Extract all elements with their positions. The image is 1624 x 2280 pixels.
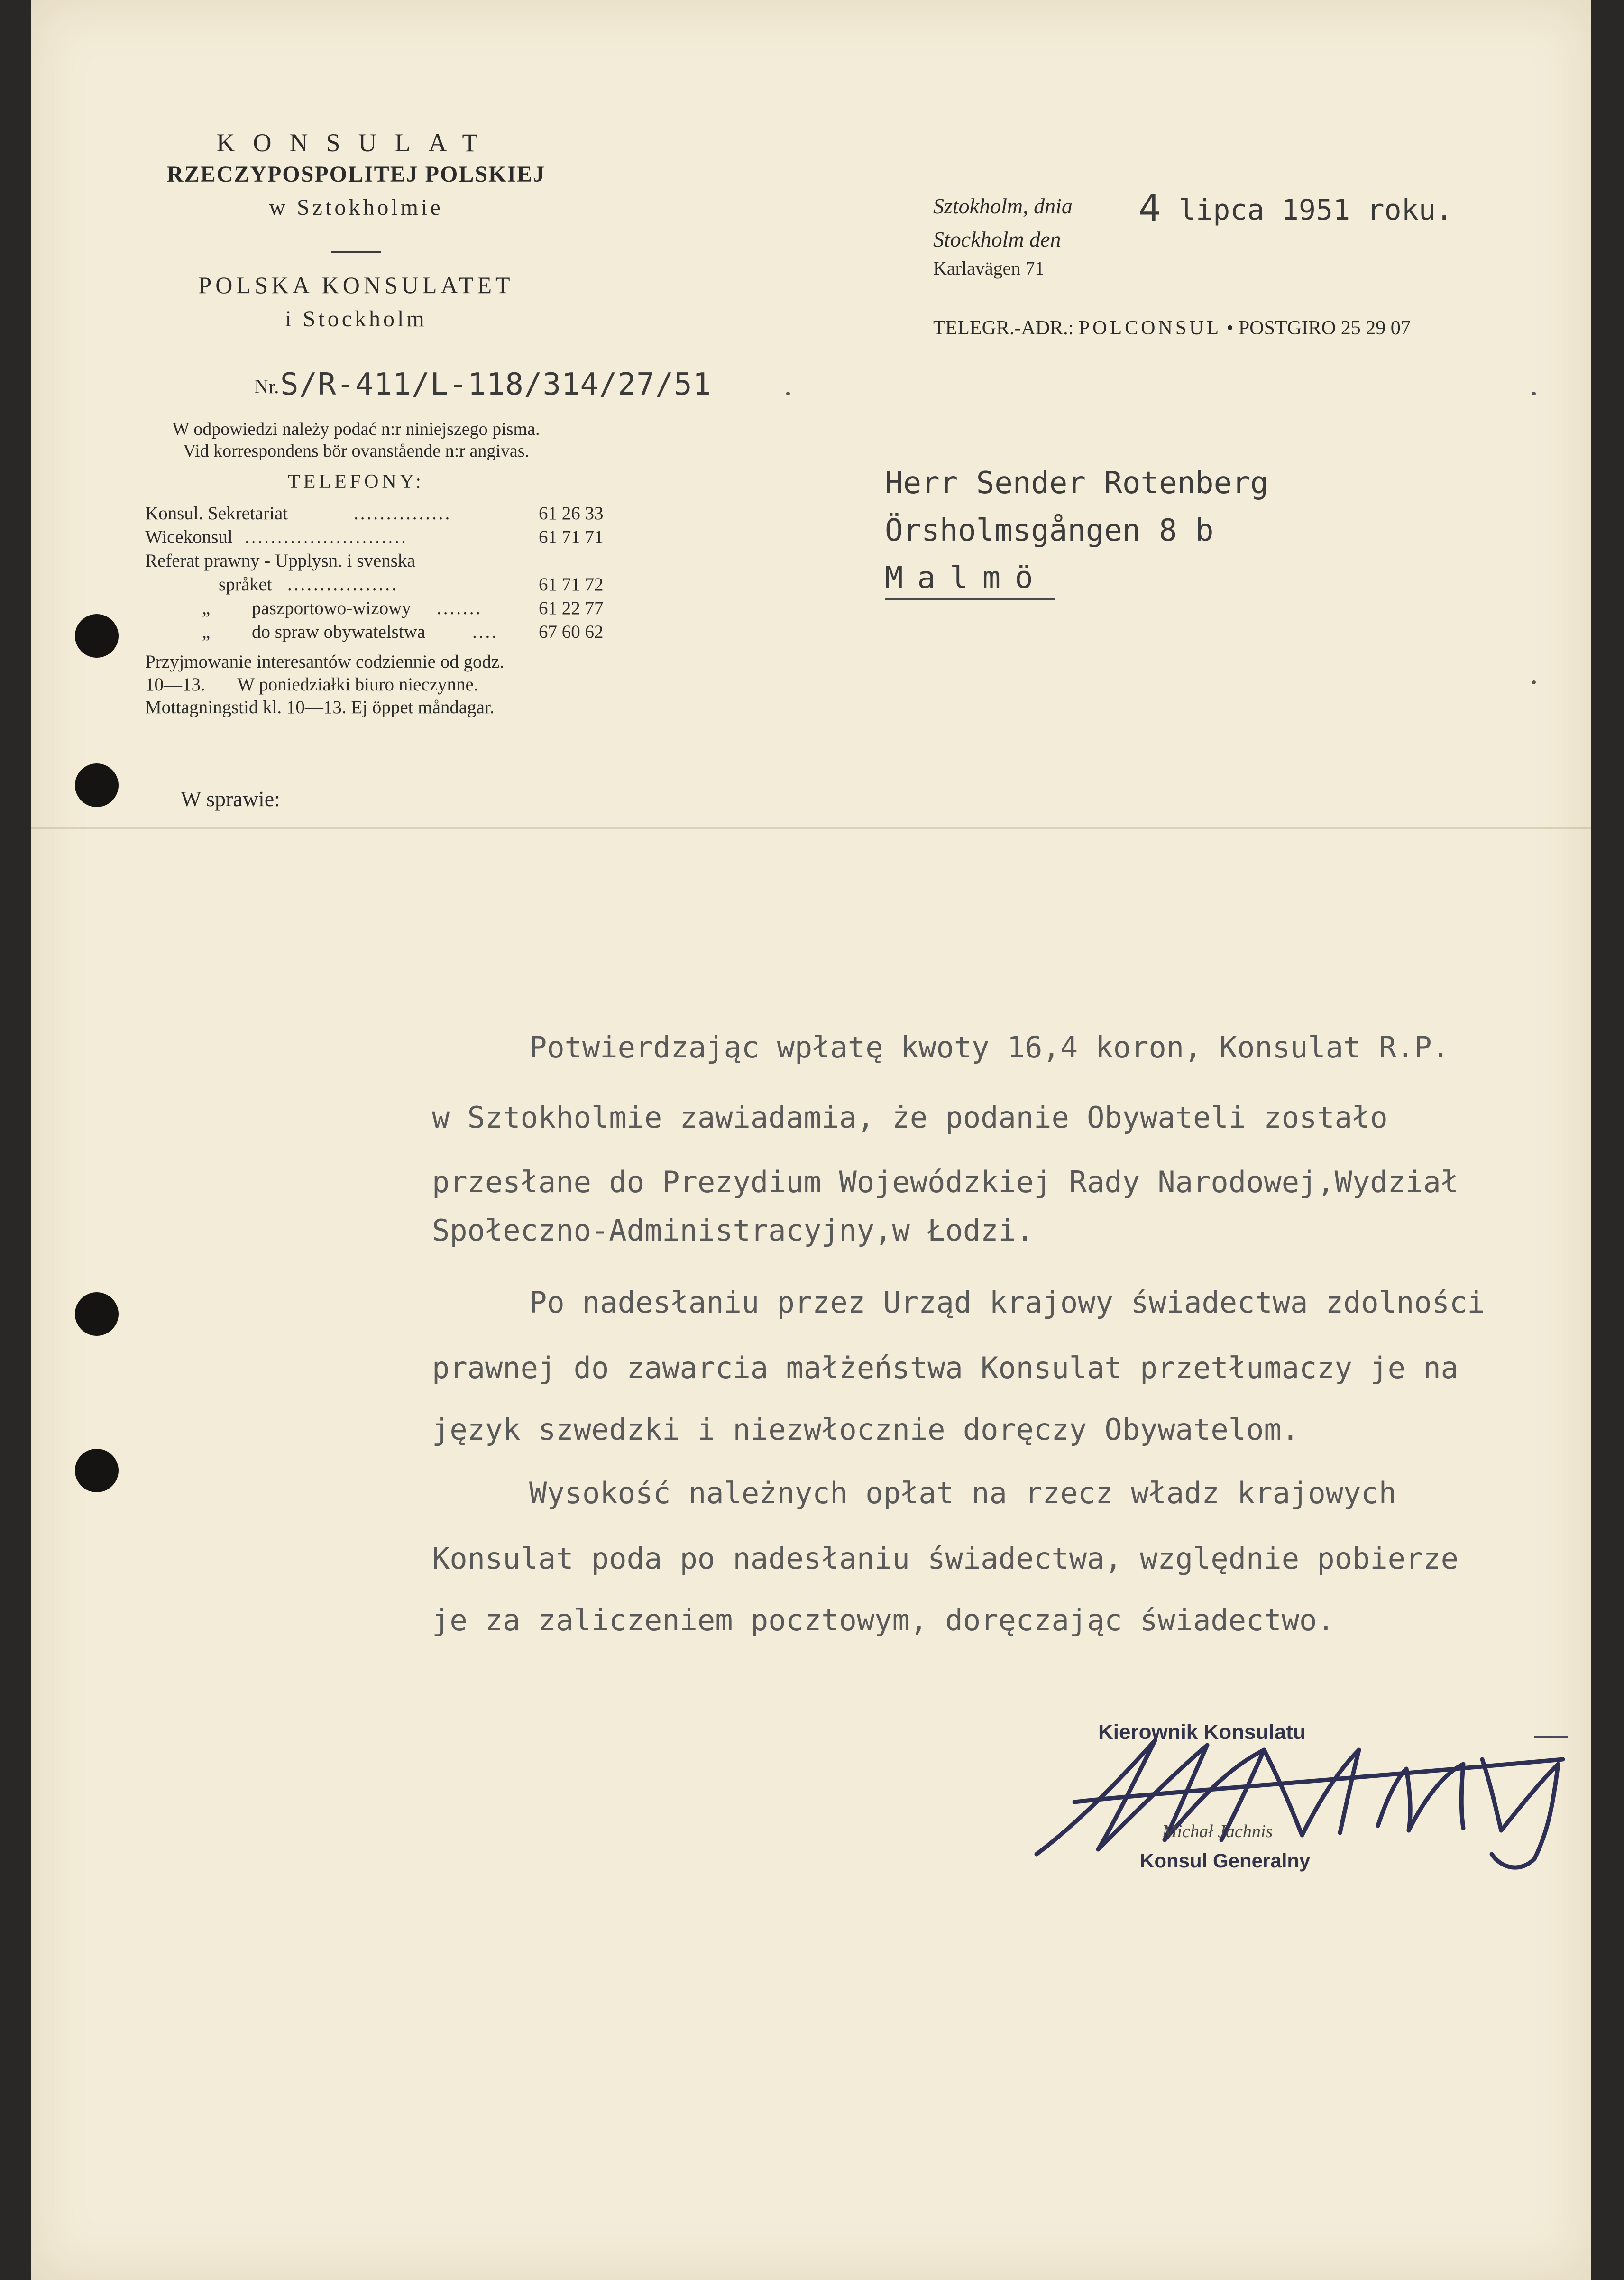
letterhead-w-sztokholmie: w Sztokholmie xyxy=(269,195,443,220)
phone-label: Wicekonsul xyxy=(145,527,233,547)
body-line: Konsulat poda po nadesłaniu świadectwa, względnie pobierze xyxy=(432,1541,1459,1576)
telegraph-address xyxy=(933,317,1411,340)
phone-number: 61 22 77 xyxy=(539,598,604,618)
phone-label: Konsul. Sekretariat xyxy=(145,503,288,524)
telefony-heading: TELEFONY: xyxy=(288,471,424,493)
reference-number: S/R-411/L-118/314/27/51 xyxy=(280,367,712,402)
phone-row xyxy=(145,550,643,574)
telegraph-label: TELEGR.-ADR.: xyxy=(933,317,1074,339)
signatory-role: Konsul Generalny xyxy=(1140,1849,1311,1872)
letterhead-rzeczypospolitej: RZECZYPOSPOLITEJ POLSKIEJ xyxy=(166,162,546,187)
letterhead-i-stockholm: i Stockholm xyxy=(285,306,427,331)
recipient-city-underline xyxy=(885,598,1055,600)
body-line: Potwierdzając wpłatę kwoty 16,4 koron, Konsulat R.P. xyxy=(529,1030,1450,1065)
fold-mark xyxy=(1532,392,1536,395)
fold-mark xyxy=(786,392,790,395)
phone-number: 61 71 72 xyxy=(539,574,604,595)
letterhead-konsulat: KONSULAT xyxy=(216,129,496,157)
phone-number: 61 26 33 xyxy=(539,503,604,524)
letterhead-polska-konsulatet: POLSKA KONSULATET xyxy=(198,272,514,298)
date-city-pl: Sztokholm, dnia xyxy=(933,194,1073,218)
punch-hole xyxy=(75,1292,119,1336)
recipient-street: Örsholmsgången 8 b xyxy=(885,513,1214,548)
date-city-sv: Stockholm den xyxy=(933,227,1061,251)
reply-instructions xyxy=(131,418,581,462)
fold-mark xyxy=(1532,680,1536,684)
punch-hole xyxy=(75,1449,119,1492)
body-line: przesłane do Prezydium Wojewódzkiej Rady Narodowej,Wydział xyxy=(432,1165,1459,1199)
date-month-year: lipca 1951 roku. xyxy=(1179,193,1453,227)
body-line: Społeczno-Administracyjny,w Łodzi. xyxy=(432,1213,1034,1248)
body-line: Po nadesłaniu przez Urząd krajowy świadectwa zdolności xyxy=(529,1285,1485,1320)
w-sprawie-label: W sprawie: xyxy=(181,787,280,811)
office-hours-line: Przyjmowanie interesantów codziennie od godz. xyxy=(145,652,505,672)
phone-number: 67 60 62 xyxy=(539,622,604,642)
phone-number: 61 71 71 xyxy=(539,527,604,547)
body-line: je za zaliczeniem pocztowym, doręczając świadectwo. xyxy=(432,1603,1335,1637)
phone-leader: ......................... xyxy=(245,527,408,547)
phone-row xyxy=(145,574,643,598)
letter-paper xyxy=(31,0,1591,2280)
punch-hole xyxy=(75,614,119,658)
phone-leader: .... xyxy=(472,622,498,642)
date-day: 4 xyxy=(1138,187,1161,230)
recipient-name: Herr Sender Rotenberg xyxy=(885,466,1269,501)
phone-row xyxy=(145,598,643,621)
phone-row xyxy=(145,621,643,645)
phone-label: do spraw obywatelstwa xyxy=(252,622,426,642)
phone-leader: ................. xyxy=(287,574,398,595)
reply-instruction-pl: W odpowiedzi należy podać n:r niniejszego pisma. xyxy=(172,419,540,439)
recipient-city: Malmö xyxy=(885,561,1047,596)
punch-hole xyxy=(75,763,119,807)
reference-label: Nr. xyxy=(254,376,279,398)
phone-leader: ....... xyxy=(437,598,483,618)
phone-row xyxy=(145,503,643,526)
telegraph-value: POLCONSUL xyxy=(1078,317,1222,339)
letterhead-divider xyxy=(331,251,381,253)
body-line: w Sztokholmie zawiadamia, że podanie Obywateli zostało xyxy=(432,1100,1388,1135)
office-hours-line: 10—13. W poniedziałki biuro nieczynne. xyxy=(145,674,478,695)
consulate-street: Karlavägen 71 xyxy=(933,257,1045,279)
phone-label: språket xyxy=(219,574,272,595)
ditto-mark: „ xyxy=(202,622,211,642)
phone-label: paszportowo-wizowy xyxy=(252,598,411,618)
phone-leader: ............... xyxy=(354,503,452,524)
ditto-mark: „ xyxy=(202,598,211,618)
office-hours xyxy=(145,651,643,719)
phone-row xyxy=(145,526,643,550)
postgiro-label: • POSTGIRO xyxy=(1226,317,1336,339)
body-line: język szwedzki i niezwłocznie doręczy Obywatelom. xyxy=(432,1412,1300,1447)
office-hours-line: Mottagningstid kl. 10—13. Ej öppet måndagar. xyxy=(145,697,495,717)
signatory-name: Michał Jachnis xyxy=(1162,1821,1273,1841)
reply-instruction-sv: Vid korrespondens bör ovanstående n:r angivas. xyxy=(183,441,530,461)
phone-label: Referat prawny - Upplysn. i svenska xyxy=(145,551,415,571)
fold-crease xyxy=(31,827,1591,829)
signature-title: Kierownik Konsulatu xyxy=(1098,1720,1306,1744)
postgiro-value: 25 29 07 xyxy=(1340,317,1411,339)
body-line: Wysokość należnych opłat na rzecz władz krajowych xyxy=(529,1476,1397,1510)
body-line: prawnej do zawarcia małżeństwa Konsulat przetłumaczy je na xyxy=(432,1351,1459,1385)
